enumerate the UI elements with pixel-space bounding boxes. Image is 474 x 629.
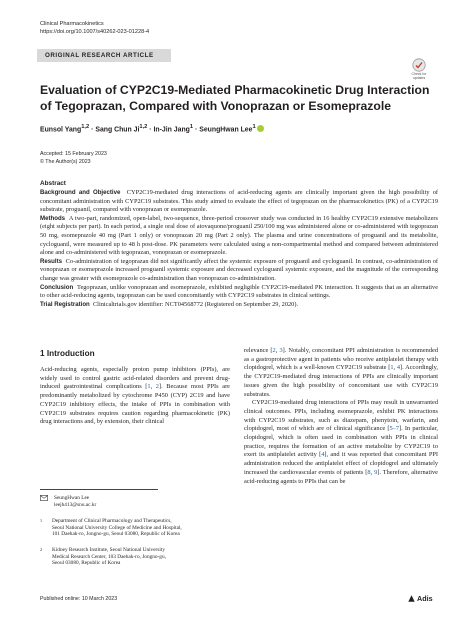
citation-link[interactable]: 3	[279, 347, 283, 354]
doi-link[interactable]: https://doi.org/10.1007/s40262-023-01228-4	[40, 28, 150, 35]
updates-line1: Check for	[411, 72, 427, 76]
affiliation-line: Seoul 03080, Republic of Korea	[52, 560, 121, 567]
copyright: © The Author(s) 2023	[40, 158, 91, 165]
check-for-updates-button[interactable]	[405, 58, 433, 80]
author-2-affil: 1,2	[139, 124, 148, 130]
article-type-badge: ORIGINAL RESEARCH ARTICLE	[37, 49, 171, 62]
intro-text: ], and it was reported that concomitant PPI administration reduced the antiplatelet effect of clopidogrel and ultimately increased the cardiovascular events of patients [	[244, 451, 438, 476]
corresponding-name: SeungHwan Lee	[54, 495, 90, 501]
affiliation-number: 2	[40, 547, 43, 552]
author-separator: ·	[89, 126, 96, 134]
citation-sep: ,	[370, 468, 375, 476]
trial-label: Trial Registration	[40, 300, 90, 308]
accepted-date: Accepted: 15 February 2023	[40, 151, 107, 157]
citation-link[interactable]: 1	[147, 383, 151, 391]
section-heading-introduction: 1 Introduction	[40, 349, 95, 358]
conclusion-label: Conclusion	[40, 283, 74, 291]
footnote-divider	[40, 489, 158, 490]
conclusion-text: Tegoprazan, unlike vonoprazan and esomeprazole, exhibited negligible CYP2C19-mediated PK interaction. It suggests that as an alternative to other acid-reducing agents, tegoprazan can be used concomitantly with CYP2C19 substrates in clinical settings.	[40, 283, 439, 300]
updates-line2: updates	[412, 76, 426, 80]
author-1[interactable]: Eunsol Yang	[40, 126, 82, 134]
citation-sep: ,	[150, 383, 156, 391]
affiliation-line: Kidney Research Institute, Seoul National University	[52, 547, 165, 553]
adis-logo-icon	[408, 595, 415, 602]
author-1-affil: 1,2	[81, 124, 90, 130]
affiliation-number: 1	[40, 518, 43, 523]
author-4[interactable]: SeungHwan Lee	[199, 126, 253, 134]
abstract-heading: Abstract	[40, 180, 66, 187]
citation-sep: ,	[393, 364, 397, 372]
publisher-logo	[408, 594, 433, 603]
intro-paragraph	[244, 399, 438, 486]
check-updates-icon	[412, 58, 426, 72]
citation-link[interactable]: 5–7	[389, 425, 400, 433]
citation-sep: ,	[275, 347, 280, 354]
intro-text: Acid-reducing agents, especially proton pump inhibitors (PPIs), are widely used to control gastric acid-related disorders and prevent drug-induced gastrointestinal complications [	[40, 366, 230, 391]
intro-text: ]. Notably, concomitant PPI administration is recommended as a gastroprotective agent in patients who receive antiplatelet therapy with clopidogrel, which is a well-known CYP2C19 substrate [	[244, 347, 439, 372]
author-separator: ·	[193, 126, 200, 134]
affiliation-2	[40, 547, 166, 567]
intro-left-column	[40, 366, 230, 427]
affiliation-1	[40, 518, 182, 538]
corresponding-email[interactable]: leejh413@snu.ac.kr	[54, 501, 97, 508]
results-text: Co-administration of tegoprazan did not significantly affect the systemic exposure of proguanil and cycloguanil. In contrast, co-administration of vonoprazan or esomeprazole increased proguanil systemic exposure and decreased cycloguanil systemic exposure, and the magnitude of the corresponding change was greater with esomeprazole co-administration than vonoprazan co-administration.	[40, 257, 439, 282]
citation-link[interactable]: 4	[321, 451, 325, 459]
author-3[interactable]: In-Jin Jang	[153, 126, 190, 134]
author-4-affil: 1	[252, 124, 256, 130]
affiliation-line: Seoul National University College of Medicine and Hospital,	[52, 524, 182, 531]
intro-right-column	[244, 347, 438, 486]
author-2[interactable]: Sang Chun Ji	[95, 126, 140, 134]
abstract-results	[40, 258, 438, 284]
orcid-icon[interactable]	[257, 125, 264, 132]
citation-link[interactable]: 1	[390, 364, 394, 372]
corresponding-author	[40, 495, 96, 508]
citation-link[interactable]: 2	[272, 347, 276, 354]
methods-text: A two-part, randomized, open-label, two-sequence, three-period crossover study was conducted in 16 healthy CYP2C19 extensive metabolizers (eight subjects per part). In each period, a single oral dose of atovaquone/proguanil 250/100 mg was administered alone or co-administered with tegoprazan 50 mg, esomeprazole 40 mg (Part 1 only) or vonoprazan 20 mg (Part 2 only). The plasma and urine concentrations of proguanil and its metabolite, cycloguanil, were measured up to 48 h post-dose. PK parameters were calculated using a non-compartmental method and compared between administered alone and co-administered with tegoprazan, vonoprazan or esomeprazole.	[40, 214, 439, 257]
author-list	[40, 124, 264, 133]
intro-text: relevance [	[244, 347, 273, 354]
citation-link[interactable]: 4	[396, 364, 401, 372]
abstract-body	[40, 189, 438, 309]
author-separator: ·	[147, 126, 154, 134]
trial-text: Clinicaltrials.gov identifier: NCT04568772 (Registered on September 29, 2020).	[92, 300, 299, 308]
journal-header	[40, 21, 149, 36]
publisher-name: Adis	[417, 594, 433, 603]
affiliation-line: Department of Clinical Pharmacology and Therapeutics,	[52, 518, 172, 524]
intro-text: ]. Because most PPIs are predominantly metabolized by cytochrome P450 (CYP) 2C19 and have CYP2C19 inhibitory effects, the intake of PPIs in combination with CYP2C19 substrates requires caution regarding pharmacokinetic (PK) drug interactions and, by extension, their clinical	[40, 383, 230, 426]
intro-text: ]. In particular, clopidogrel, which is often used in combination with PPIs in clinical practice, requires the formation of an active metabolite by CYP2C19 to exert its antiplatelet activity [	[244, 425, 438, 459]
article-title: Evaluation of CYP2C19-Mediated Pharmacokinetic Drug Interaction of Tegoprazan, Compared with Vonoprazan or Esomeprazole	[40, 83, 430, 113]
methods-label: Methods	[40, 214, 66, 222]
background-text: CYP2C19-mediated drug interactions of acid-reducing agents are clinically important given the high possibility of concomitant administration with CYP2C19 substrates. This study aimed to evaluate the effect of tegoprazan on the pharmacokinetics (PK) of a CYP2C19 substrate, proguanil, compared with vonoprazan or esomeprazole.	[40, 189, 438, 214]
abstract-conclusion	[40, 284, 438, 301]
citation-link[interactable]: 9	[374, 468, 378, 476]
intro-text: ]. Therefore, alternative acid-reducing agents to PPIs that can be	[244, 468, 438, 485]
affiliation-line: Medical Research Center, 103 Daehak-ro, Jongno-gu,	[52, 553, 166, 560]
affiliation-line: 101 Daehak-ro, Jongno-gu, Seoul 03080, Republic of Korea	[52, 531, 180, 538]
citation-link[interactable]: 2	[155, 383, 159, 391]
results-label: Results	[40, 257, 63, 265]
abstract-background	[40, 189, 438, 215]
author-3-affil: 1	[189, 124, 194, 130]
abstract-methods	[40, 215, 438, 258]
intro-paragraph	[244, 347, 438, 399]
article-dates	[40, 151, 107, 166]
background-label: Background and Objective	[40, 189, 121, 196]
published-date: Published online: 10 March 2023	[40, 596, 118, 602]
envelope-icon	[40, 495, 49, 504]
intro-text: ]. Accordingly, the CYP2C19-mediated drug interactions of PPIs are clinically important issues given the high possibility of concomitant use with CYP2C19 substrates.	[244, 364, 438, 398]
citation-link[interactable]: 8	[367, 468, 371, 476]
abstract-trial	[40, 301, 438, 310]
journal-name: Clinical Pharmacokinetics	[40, 21, 104, 27]
intro-text: CYP2C19-mediated drug interactions of PPIs may result in unwarranted clinical outcomes. PPIs, including esomeprazole, exhibit PK interactions with CYP2C19 substrates, such as diazepam, phenytoin, warfarin, and clopidogrel, most of which are of clinical significance [	[244, 399, 438, 433]
